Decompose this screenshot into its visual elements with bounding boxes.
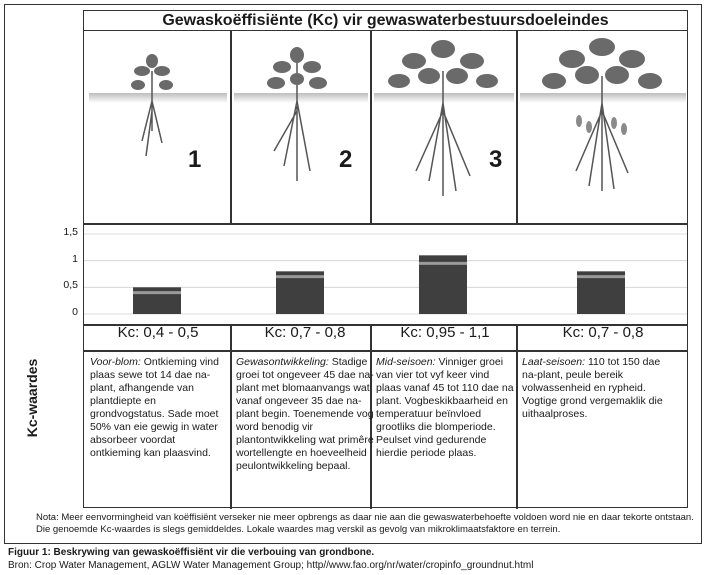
kc-bar-chart	[84, 224, 687, 324]
note: Nota: Meer eenvormingheid van koëffisiënt verseker nie meer opbrengs as daar nie aan die gewaswaterbehoefte voldoen word nie en daar tekorte ontstaan. Die genoemde Kc-waardes is slegs gemiddeldes. Lokale waardes mag verskil as gevolg van mikroklimaatsfaktore en terrein.	[36, 512, 694, 535]
kc-label-2: Kc: 0,7 - 0,8	[264, 324, 346, 341]
y-tick-label: 0	[72, 306, 78, 318]
y-tick-label: 0,5	[63, 279, 78, 292]
column-divider	[230, 324, 232, 509]
caption-title: Figuur 1: Beskrywing van gewaskoëffisiënt vir die verbouing van grondbone.	[8, 547, 375, 558]
kc-label-1: Kc: 0,4 - 0,5	[117, 324, 199, 341]
figure-title: Gewaskoëffisiënte (Kc) vir gewaswaterbestuursdoeleindes	[84, 11, 687, 31]
caption-source: Bron: Crop Water Management, AGLW Water Management Group; http//www.fao.org/nr/water/cropinfo_groundnut.html	[8, 560, 534, 571]
description-3: Mid-seisoen: Vinniger groei van vier tot vyf keer vind plaas vanaf 45 tot 110 dae na plant. Vogbeskikbaarheid en temperatuur beïnvloed grootliks die blomperiode. Peulset vind gedurende hierdie periode plaas.	[376, 356, 514, 459]
plant-stage-4	[520, 38, 686, 191]
y-tick-label: 1,5	[63, 226, 78, 238]
plant-stage-1	[89, 54, 227, 156]
kc-label-3: Kc: 0,95 - 1,1	[400, 324, 490, 341]
figure-caption	[8, 546, 533, 572]
column-divider	[516, 324, 518, 509]
description-4: Laat-seisoen: 110 tot 150 dae na-plant, peule bereik volwassenheid en rypheid. Vogtige grond vergemaklik die uithaalproses.	[522, 356, 663, 420]
row-divider	[84, 350, 687, 352]
stage-number-1: 1	[188, 146, 202, 173]
y-tick-label: 1	[72, 252, 78, 265]
description-1: Voor-blom: Ontkieming vind plaas sewe tot 14 dae na-plant, afhangende van plantdiepte en grondvogstatus. Sade moet 50% van eie gewig in water absorbeer voordat ontkieming kan plaasvind.	[90, 356, 219, 459]
kc-label-4: Kc: 0,7 - 0,8	[562, 324, 644, 341]
y-axis-ticks	[40, 223, 78, 323]
plant-illustrations	[84, 31, 687, 223]
stage-number-2: 2	[339, 146, 353, 173]
y-axis-label: Kc-waardes	[24, 358, 40, 438]
description-2: Gewasontwikkeling: Stadige groei tot ongeveer 45 dae na-plant met blomaanvangs wat vanaf ongeveer 35 dae na-plant begin. Toenemende vog word benodig vir plantontwikkeling wat primêre wortellengte en hoeveelheid peulontwikkeling bepaal.	[236, 356, 374, 472]
stage-number-3: 3	[489, 146, 503, 173]
figure-table	[83, 10, 688, 508]
